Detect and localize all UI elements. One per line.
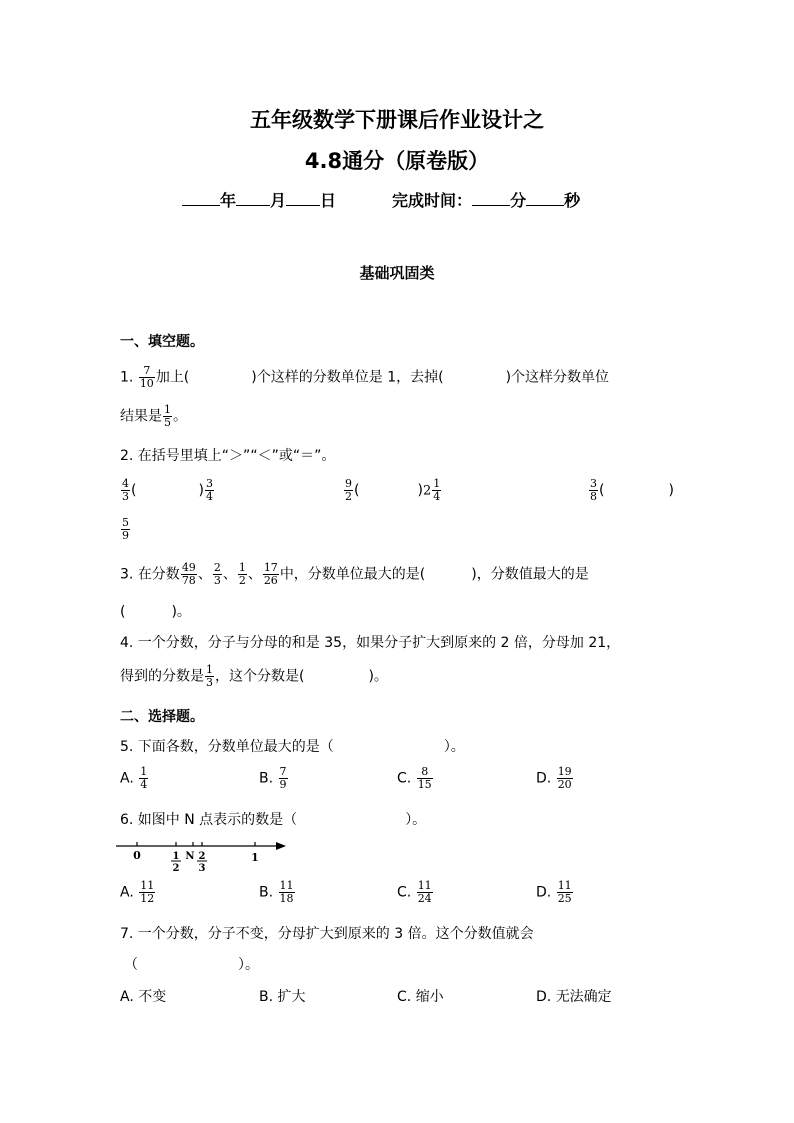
month-label: 月 — [270, 191, 287, 210]
question-3-line2: ( )。 — [120, 604, 191, 620]
q1-fraction-7-10: $\frac{7}{10}$ — [139, 364, 154, 390]
label-n: N — [185, 851, 195, 862]
question-4-line2: 得到的分数是 $\frac{1}{3}$ ，这个分数是( )。 — [120, 663, 388, 689]
title-line1: 五年级数学下册课后作业设计之 — [250, 108, 544, 132]
year-blank[interactable] — [182, 191, 220, 206]
q5-option-b[interactable]: B. $\frac{7}{9}$ — [259, 765, 287, 791]
q2-compare-1: $\frac{4}{3}$ ( ) $\frac{3}{4}$ — [122, 477, 213, 503]
category-text: 基础巩固类 — [359, 264, 435, 282]
q5-option-c[interactable]: C. $\frac{8}{15}$ — [397, 765, 432, 791]
section-choice-heading: 二、选择题。 — [120, 709, 204, 725]
question-4-line1: 4. 一个分数，分子与分母的和是 35，如果分子扩大到原来的 2 倍，分母加 21， — [120, 635, 621, 651]
day-blank[interactable] — [286, 191, 320, 206]
label-half-num: 1 — [172, 851, 180, 862]
q7-option-b[interactable]: B. 扩大 — [259, 989, 306, 1005]
q6-option-c[interactable]: C. $\frac{11}{24}$ — [397, 879, 432, 905]
q2-compare-3-right: $\frac{5}{9}$ — [122, 516, 129, 542]
question-7-line2: （ ）。 — [124, 957, 259, 973]
q5-option-d[interactable]: D. $\frac{19}{20}$ — [536, 765, 572, 791]
label-two-thirds-den: 3 — [198, 863, 206, 874]
label-half-den: 2 — [172, 863, 180, 874]
question-2: 2. 在括号里填上“＞”“＜”或“＝”。 — [120, 448, 336, 464]
category-heading — [0, 262, 794, 283]
minute-label: 分 — [510, 191, 527, 210]
section-fill-heading: 一、填空题。 — [120, 334, 204, 350]
q1-fraction-1-5: $\frac{1}{5}$ — [164, 403, 171, 429]
month-blank[interactable] — [236, 191, 270, 206]
question-1-line2: 结果是 $\frac{1}{5}$ 。 — [120, 403, 187, 429]
question-7-line1: 7. 一个分数，分子不变，分母扩大到原来的 3 倍。这个分数值就会 — [120, 926, 534, 942]
q5-option-a[interactable]: A. $\frac{1}{4}$ — [120, 765, 148, 791]
q7-option-a[interactable]: A. 不变 — [120, 989, 167, 1005]
number-line-arrow-icon — [276, 842, 286, 850]
year-label: 年 — [220, 191, 237, 210]
number-line-diagram — [114, 840, 294, 876]
q7-option-d[interactable]: D. 无法确定 — [536, 989, 612, 1005]
second-blank[interactable] — [526, 191, 564, 206]
q7-option-c[interactable]: C. 缩小 — [397, 989, 444, 1005]
label-two-thirds-num: 2 — [198, 851, 206, 862]
question-5: 5. 下面各数，分数单位最大的是（ ）。 — [120, 739, 465, 755]
label-zero: 0 — [133, 849, 141, 862]
question-6: 6. 如图中 N 点表示的数是（ ）。 — [120, 812, 427, 828]
q1-number: 1. — [120, 369, 134, 386]
question-1-line1: 1. $\frac{7}{10}$ 加上( )个这样的分数单位是 1，去掉( )个这样分数单位 — [120, 364, 610, 390]
q2-compare-2: $\frac{9}{2}$ ( )2 $\frac{1}{4}$ — [345, 477, 441, 503]
title-line2: 4.8通分（原卷版） — [304, 149, 490, 173]
label-one: 1 — [251, 851, 259, 864]
time-label: 完成时间： — [392, 191, 473, 210]
date-row — [182, 188, 580, 211]
minute-blank[interactable] — [472, 191, 510, 206]
day-label: 日 — [320, 191, 337, 210]
q6-option-b[interactable]: B. $\frac{11}{18}$ — [259, 879, 294, 905]
q2-compare-3: $\frac{3}{8}$ ( ) — [590, 477, 674, 503]
second-label: 秒 — [564, 191, 581, 210]
question-3-line1: 3. 在分数 $\frac{49}{78}$ 、 $\frac{2}{3}$ 、 $\frac{1}{2}$ 、 $\frac{17}{26}$ 中，分数单位最大的是( )，分数值最大的是 — [120, 561, 589, 587]
page-subtitle — [0, 145, 794, 175]
q6-option-a[interactable]: A. $\frac{11}{12}$ — [120, 879, 155, 905]
page-title — [0, 104, 794, 134]
q6-option-d[interactable]: D. $\frac{11}{25}$ — [536, 879, 572, 905]
